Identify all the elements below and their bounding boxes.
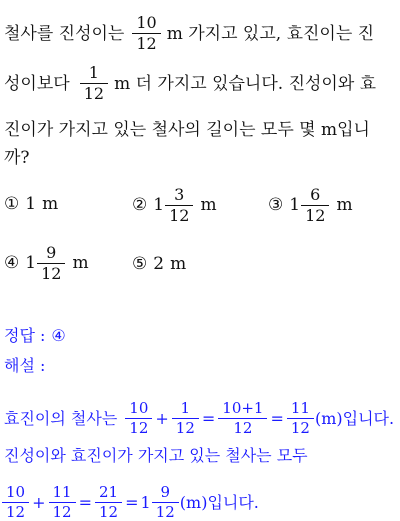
question-text: m 더 가지고 있습니다. 진성이와 효 [114,73,377,94]
solution-text: 효진이의 철사는 [4,408,118,428]
option-marker: ① [4,194,20,214]
option-1[interactable] [4,192,58,216]
fraction: $\frac{1}{12}$ [82,64,106,103]
option-unit: m [336,195,353,215]
fraction: $\frac{10}{12}$ [4,484,27,521]
question-line-1 [4,14,374,53]
option-unit: m [170,254,187,274]
equals-sign: = [125,492,139,512]
option-whole: 2 [153,254,165,274]
fraction: $\frac{10}{12}$ [127,400,150,437]
fraction: $\frac{6}{12}$ [303,186,327,225]
question-text: 까? [4,148,30,168]
option-marker: ③ [268,195,284,215]
solution-line-3 [4,484,259,521]
solution-line-2 [4,446,308,466]
plus-sign: + [155,408,169,428]
option-marker: ④ [4,253,20,273]
question-text: m 가지고 있고, 효진이는 진 [166,23,375,44]
option-unit: m [42,194,59,214]
option-unit: m [200,195,217,215]
fraction: $\frac{21}{12}$ [97,484,120,521]
solution-line-1 [4,400,394,437]
equals-sign: = [270,408,284,428]
fraction: $\frac{11}{12}$ [51,484,74,521]
equals-sign: = [78,492,92,512]
question-text: 철사를 진성이는 [4,23,125,44]
solution-label-line [4,356,45,376]
question-text: 성이보다 [4,73,70,94]
option-4[interactable] [4,242,89,284]
option-unit: m [72,253,89,273]
fraction: $\frac{9}{12}$ [39,244,63,283]
option-3[interactable] [268,184,353,226]
option-marker: ⑤ [132,254,148,274]
option-whole: 1 [25,194,37,214]
solution-text: 진성이와 효진이가 가지고 있는 철사는 모두 [4,446,308,465]
option-5[interactable] [132,252,186,276]
option-2[interactable] [132,184,217,226]
fraction: $\frac{1}{12}$ [174,400,197,437]
equals-sign: = [201,408,216,428]
answer-label: 정답 : [4,326,46,345]
plus-sign: + [32,492,46,512]
mixed-whole: 1 [140,492,151,512]
question-text: 진이가 가지고 있는 철사의 길이는 모두 몇 m입니 [4,120,370,140]
question-line-2 [4,64,376,103]
fraction: $\frac{11}{12}$ [289,400,312,437]
fraction: $\frac{10}{12}$ [134,14,158,53]
question-line-4 [4,148,30,168]
solution-label: 해설 : [4,356,46,375]
question-line-3 [4,120,370,140]
solution-text: (m)입니다. [179,492,259,512]
option-whole: 1 [25,253,37,273]
fraction: $\frac{3}{12}$ [167,186,191,225]
solution-text: (m)입니다. [314,408,395,428]
option-marker: ② [132,195,148,215]
fraction: $\frac{9}{12}$ [154,484,177,521]
answer-value: ④ [51,326,66,345]
fraction: $\frac{10+1}{12}$ [220,400,265,437]
option-whole: 1 [153,195,165,215]
answer-line [4,326,66,346]
option-whole: 1 [289,195,301,215]
